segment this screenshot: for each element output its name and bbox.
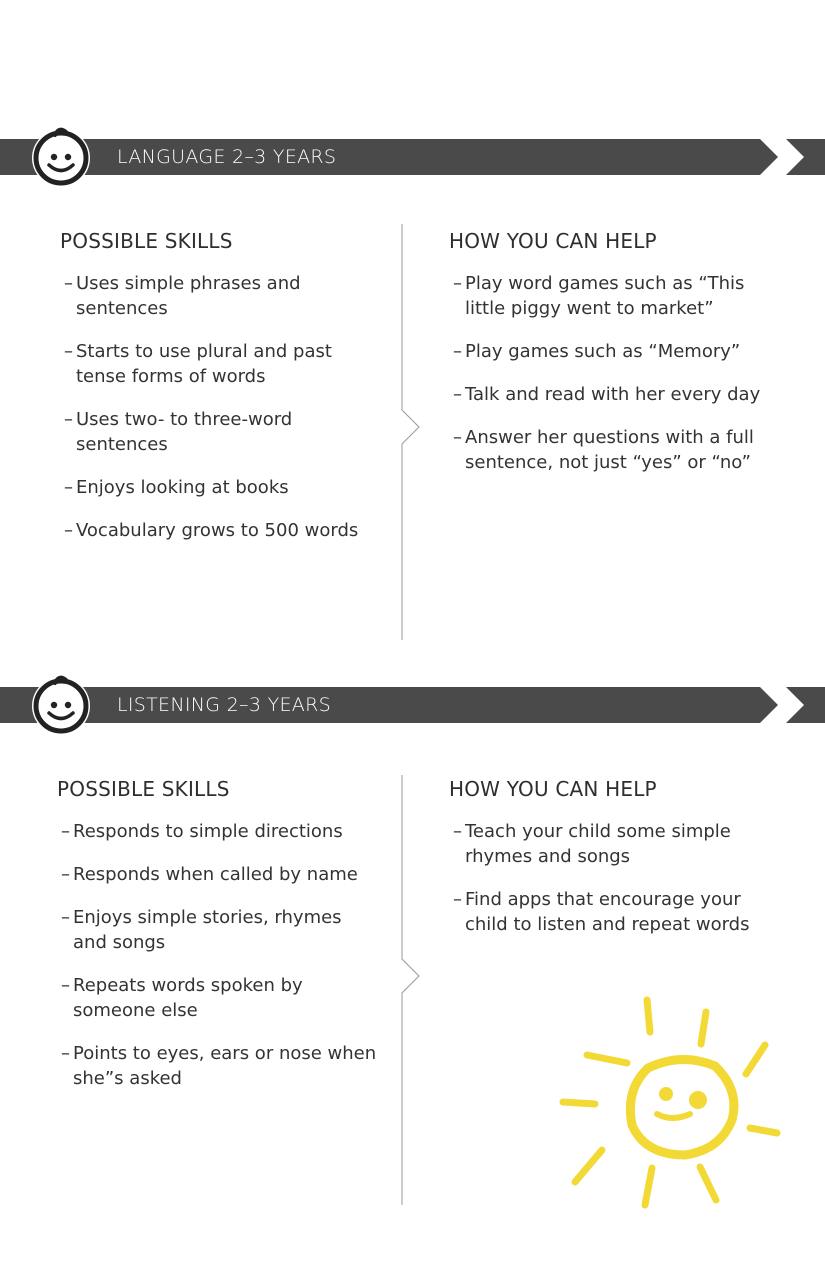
list-item: – Repeats words spoken by someone else [61, 975, 303, 1021]
column-heading: HOW YOU CAN HELP [449, 777, 657, 801]
sun-drawing-icon [550, 990, 790, 1220]
possible-skills-column [60, 229, 380, 561]
smiley-face-icon [28, 127, 96, 189]
language-section [0, 127, 825, 647]
list-item: – Responds when called by name [61, 864, 358, 885]
list-item: – Uses two- to three-word sentences [64, 409, 293, 455]
column-divider [396, 224, 420, 640]
list-item: – Uses simple phrases and sentences [64, 273, 301, 319]
list-item: – Teach your child some simple rhymes and songs [453, 821, 731, 867]
list-item: – Points to eyes, ears or nose when she”s asked [61, 1043, 377, 1089]
column-heading: HOW YOU CAN HELP [449, 229, 657, 253]
banner-title: LANGUAGE 2–3 YEARS [117, 146, 337, 168]
list-item: – Answer her questions with a full sentence, not just “yes” or “no” [453, 427, 754, 473]
column-heading: POSSIBLE SKILLS [60, 229, 233, 253]
list-item: – Find apps that encourage your child to listen and repeat words [453, 889, 750, 935]
list-item: – Vocabulary grows to 500 words [64, 520, 359, 541]
list-item: – Responds to simple directions [61, 821, 343, 842]
banner-title: LISTENING 2–3 YEARS [117, 694, 331, 716]
how-you-can-help-column [449, 229, 779, 493]
list-item: – Play games such as “Memory” [453, 341, 741, 362]
list-item: – Enjoys simple stories, rhymes and songs [61, 907, 342, 953]
list-item: – Play word games such as “This little piggy went to market” [453, 273, 745, 319]
list-item: – Talk and read with her every day [453, 384, 761, 405]
list-item: – Starts to use plural and past tense forms of words [64, 341, 332, 387]
smiley-face-icon [28, 675, 96, 737]
list-item: – Enjoys looking at books [64, 477, 289, 498]
possible-skills-column [57, 777, 377, 1109]
column-heading: POSSIBLE SKILLS [57, 777, 230, 801]
how-you-can-help-column [449, 777, 779, 955]
column-divider [396, 775, 420, 1205]
